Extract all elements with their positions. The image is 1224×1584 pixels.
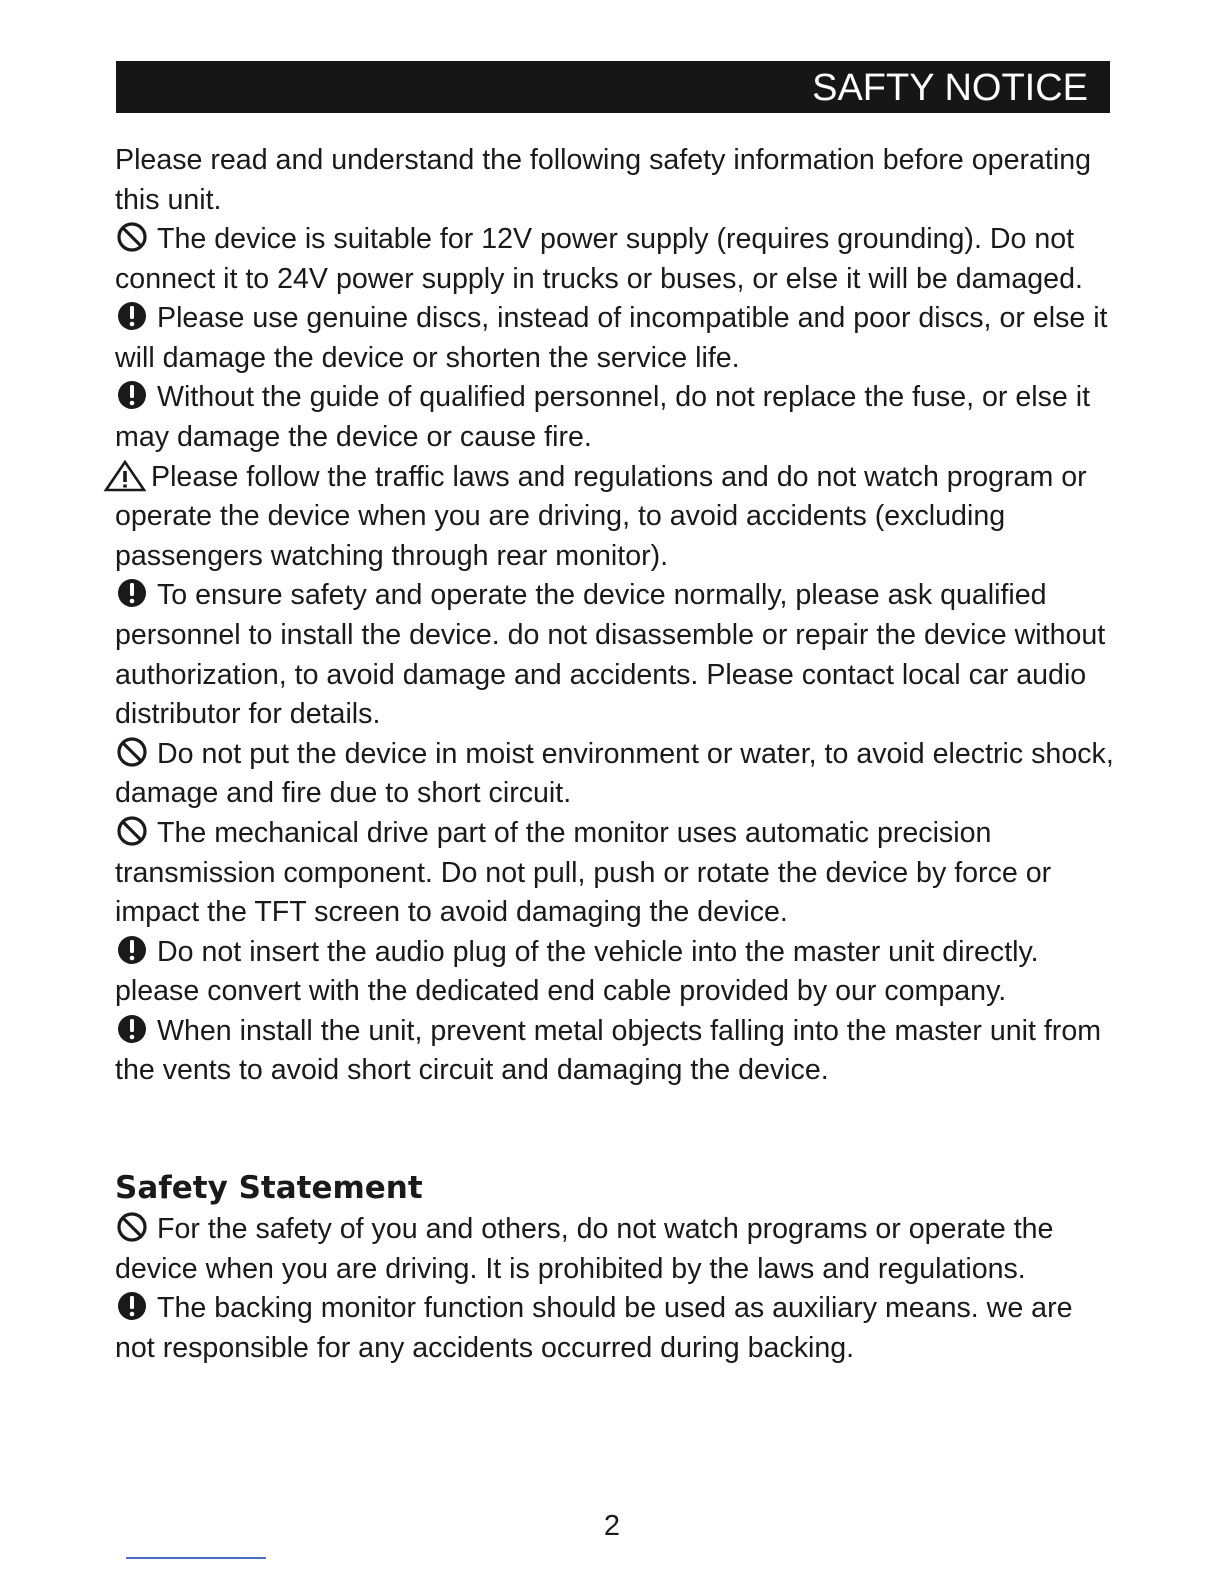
notice-item [115,220,1115,299]
footer-line [126,1557,266,1559]
safety-notice-list [115,220,1115,1091]
notice-text: Please follow the traffic laws and regulations and do not watch program or operate the device when you are driving, to avoid accidents (excluding passengers watching through rear monitor). [115,460,1087,572]
notice-item [115,299,1115,378]
notice-text: Do not insert the audio plug of the vehicle into the master unit directly. please convert with the dedicated end cable provided by our company. [115,935,1039,1008]
notice-item [115,933,1115,1012]
safety-statement-heading: Safety Statement [115,1170,423,1206]
notice-item [115,814,1115,933]
header-bar [116,61,1110,113]
intro-paragraph: Please read and understand the following safety information before operating this unit. [115,144,1091,216]
exclamation-icon [115,301,149,331]
exclamation-icon [115,578,149,608]
page-number: 2 [603,1510,621,1542]
prohibited-icon [115,1212,149,1242]
notice-text: The device is suitable for 12V power supply (requires grounding). Do not connect it to 24V power supply in trucks or buses, or else it will be damaged. [115,223,1083,295]
notice-text: When install the unit, prevent metal objects falling into the master unit from the vents to avoid short circuit and damaging the device. [115,1014,1102,1087]
exclamation-icon [115,380,149,410]
warning-triangle-icon [103,460,147,490]
exclamation-icon [115,1014,149,1044]
exclamation-icon [115,935,149,965]
statement-text: For the safety of you and others, do not watch programs or operate the device when you are driving. It is prohibited by the laws and regulations. [115,1213,1054,1285]
notice-item [115,458,1115,577]
safety-statement-list [115,1210,1115,1368]
statement-item [115,1210,1115,1289]
statement-text: The backing monitor function should be used as auxiliary means. we are not responsible for any accidents occurred during backing. [115,1292,1073,1364]
prohibited-icon [115,816,149,846]
notice-text: Without the guide of qualified personnel, do not replace the fuse, or else it may damage the device or cause fire. [115,381,1091,453]
notice-text: To ensure safety and operate the device normally, please ask qualified personnel to install the device. do not disassemble or repair the device without authorization, to avoid damage and accidents. Please contact local car audio distributor for details. [115,579,1106,731]
page-title: SAFTY NOTICE [812,67,1088,109]
notice-item [115,1012,1115,1091]
exclamation-icon [115,1291,149,1321]
prohibited-icon [115,737,149,767]
notice-item [115,378,1115,457]
notice-text: Please use genuine discs, instead of incompatible and poor discs, or else it will damage the device or shorten the service life. [115,302,1108,374]
notice-text: Do not put the device in moist environment or water, to avoid electric shock, damage and fire due to short circuit. [115,737,1114,810]
notice-item [115,576,1115,734]
statement-item [115,1289,1115,1368]
notice-item [115,735,1115,814]
notice-text: The mechanical drive part of the monitor uses automatic precision transmission component. Do not pull, push or rotate the device by force or impact the TFT screen to avoid damaging the device. [115,816,1052,929]
prohibited-icon [115,222,149,252]
